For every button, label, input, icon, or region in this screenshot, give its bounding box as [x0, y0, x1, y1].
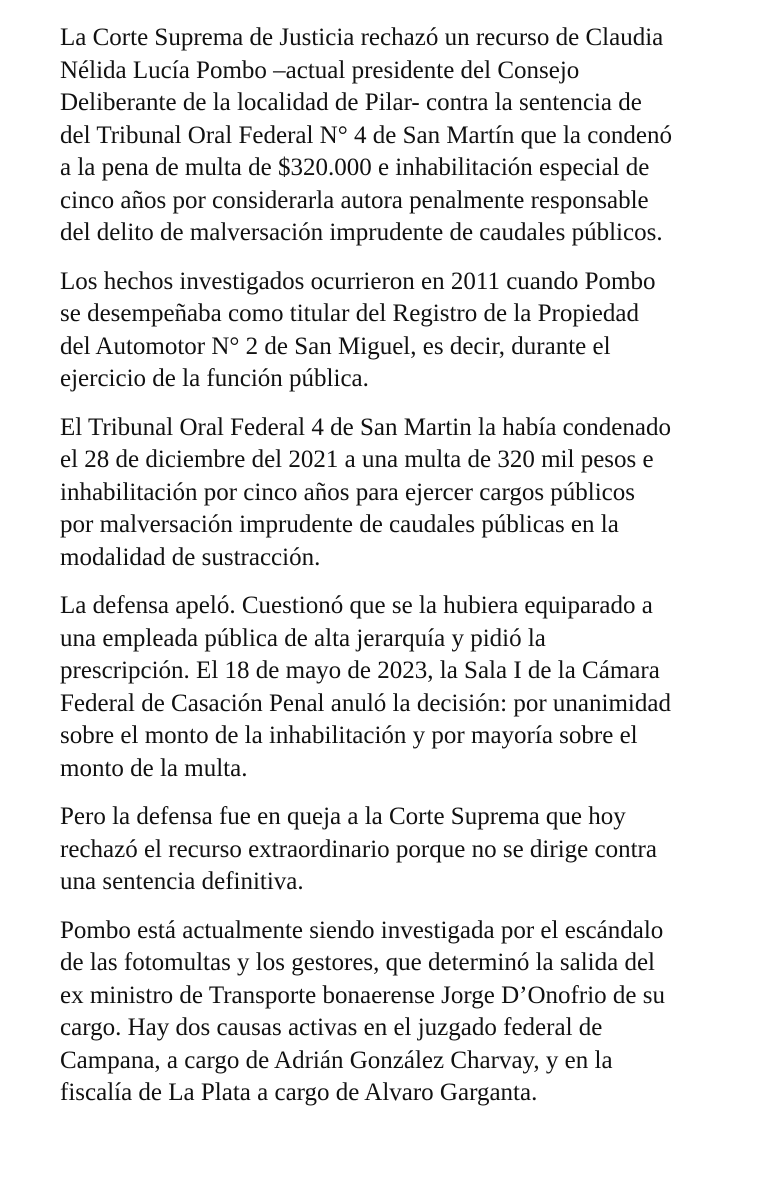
- text-line: el 28 de diciembre del 2021 a una multa de 320 mil pesos e: [60, 446, 654, 473]
- text-line: Pero la defensa fue en queja a la Corte Suprema que hoy: [60, 803, 626, 830]
- text-line: cargo. Hay dos causas activas en el juzgado federal de: [60, 1014, 603, 1041]
- text-line: fiscalía de La Plata a cargo de Alvaro Garganta.: [60, 1079, 538, 1106]
- paragraph-3: [60, 412, 765, 575]
- text-line: del Tribunal Oral Federal N° 4 de San Martín que la condenó: [60, 121, 672, 149]
- text-line: del Automotor N° 2 de San Miguel, es decir, durante el: [60, 332, 611, 360]
- text-line: modalidad de sustracción.: [60, 543, 321, 571]
- paragraph-6: [60, 915, 765, 1110]
- paragraph-1: [60, 22, 765, 250]
- text-line: Campana, a cargo de Adrián González Charvay, y en la: [60, 1046, 613, 1074]
- text-line: Nélida Lucía Pombo –actual presidente del Consejo: [60, 56, 580, 84]
- paragraph-2: [60, 266, 765, 396]
- paragraph-5: [60, 801, 765, 899]
- text-line: Los hechos investigados ocurrieron en 2011 cuando Pombo: [60, 267, 656, 295]
- text-line: ejercicio de la función pública.: [60, 365, 369, 392]
- text-line: monto de la multa.: [60, 754, 248, 782]
- article-body: [60, 22, 765, 1126]
- text-line: cinco años por considerarla autora penalmente responsable: [60, 186, 649, 214]
- text-line: Deliberante de la localidad de Pilar- contra la sentencia de: [60, 89, 642, 116]
- text-line: una sentencia definitiva.: [60, 868, 304, 895]
- text-line: La defensa apeló. Cuestionó que se la hubiera equiparado a: [60, 592, 653, 619]
- text-line: La Corte Suprema de Justicia rechazó un recurso de Claudia: [60, 24, 664, 51]
- text-line: del delito de malversación imprudente de caudales públicos.: [60, 219, 663, 246]
- text-line: una empleada pública de alta jerarquía y pidió la: [60, 624, 546, 652]
- text-line: prescripción. El 18 de mayo de 2023, la Sala I de la Cámara: [60, 657, 660, 684]
- text-line: Pombo está actualmente siendo investigada por el escándalo: [60, 916, 664, 944]
- text-line: por malversación imprudente de caudales públicas en la: [60, 511, 619, 538]
- text-line: a la pena de multa de $320.000 e inhabilitación especial de: [60, 154, 650, 181]
- paragraph-4: [60, 590, 765, 785]
- text-line: ex ministro de Transporte bonaerense Jorge D’Onofrio de su: [60, 981, 665, 1009]
- text-line: El Tribunal Oral Federal 4 de San Martin la había condenado: [60, 413, 671, 441]
- text-line: rechazó el recurso extraordinario porque no se dirige contra: [60, 835, 657, 863]
- text-line: se desempeñaba como titular del Registro de la Propiedad: [60, 300, 639, 327]
- text-line: inhabilitación por cinco años para ejercer cargos públicos: [60, 478, 636, 506]
- text-line: de las fotomultas y los gestores, que determinó la salida del: [60, 949, 655, 976]
- text-line: sobre el monto de la inhabilitación y por mayoría sobre el: [60, 722, 638, 749]
- text-line: Federal de Casación Penal anuló la decisión: por unanimidad: [60, 689, 671, 717]
